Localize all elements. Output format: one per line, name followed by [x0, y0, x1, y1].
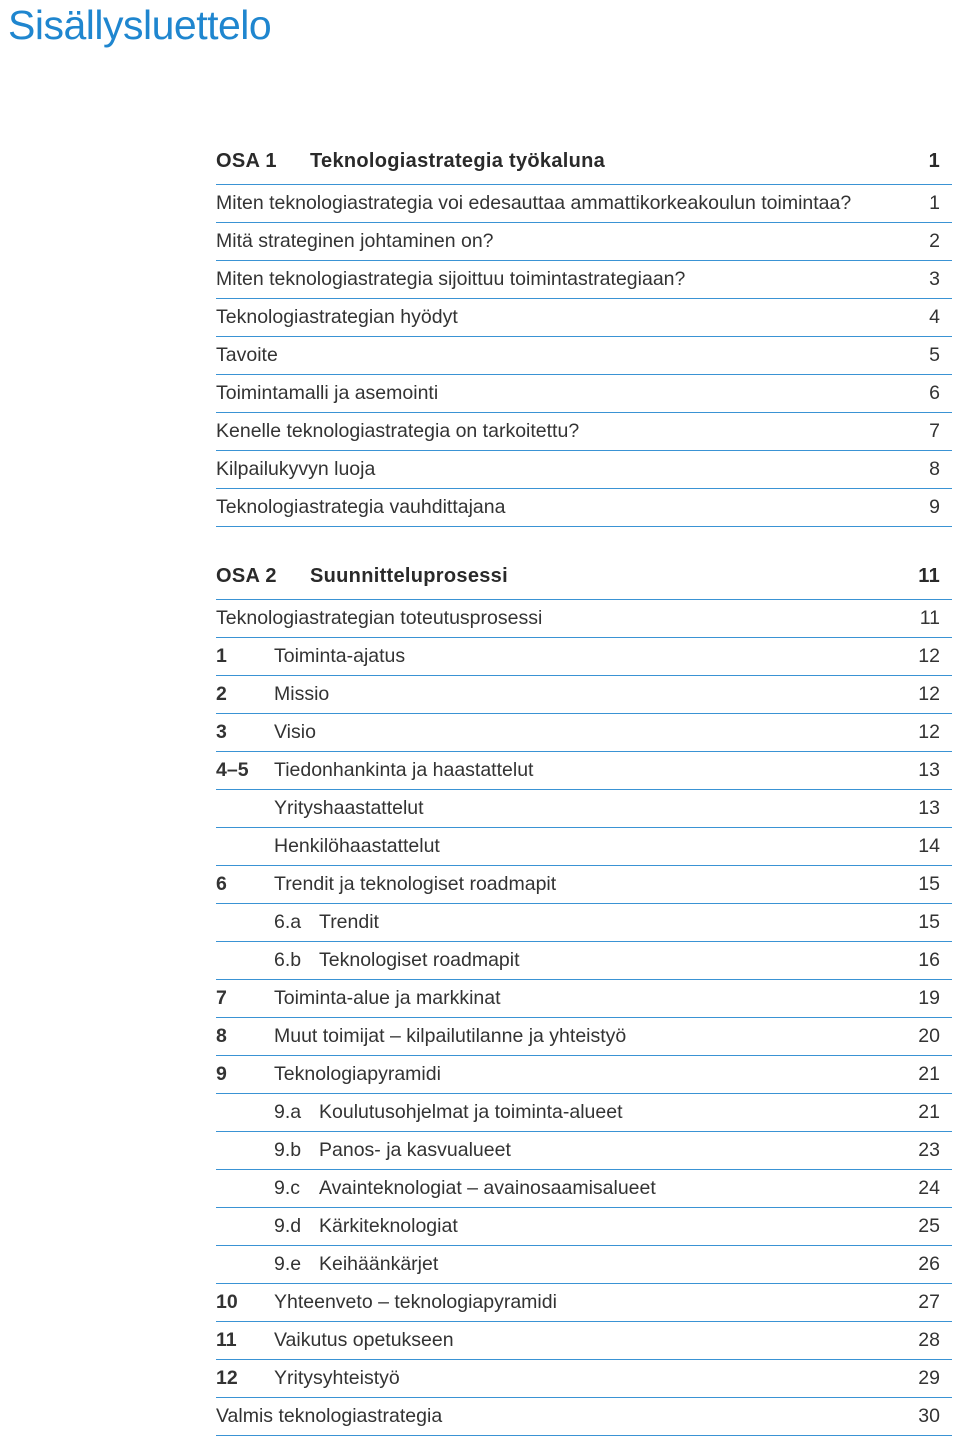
entry-number: 11	[216, 1329, 237, 1351]
entry-number: 6	[216, 873, 227, 895]
entry-page-number: 23	[918, 1139, 940, 1161]
entry-page-number: 5	[929, 344, 940, 366]
entry-subnumber: 9.d	[274, 1215, 302, 1237]
toc-entry[interactable]	[216, 1094, 952, 1132]
entry-page-number: 4	[929, 306, 940, 328]
toc-entry[interactable]	[216, 942, 952, 980]
entry-page-number: 25	[918, 1215, 940, 1237]
entry-subnumber: 9.e	[274, 1253, 302, 1275]
entry-subnumber: 9.b	[274, 1139, 302, 1161]
entry-page-number: 1	[929, 192, 940, 214]
entry-page-number: 12	[918, 721, 940, 743]
toc-entry[interactable]	[216, 1284, 952, 1322]
entry-title: Kilpailukyvyn luoja	[216, 458, 376, 480]
toc-entry[interactable]	[216, 451, 952, 489]
toc-entry[interactable]	[216, 413, 952, 451]
toc-section-heading	[216, 554, 952, 600]
entry-title: Teknologiset roadmapit	[319, 949, 520, 971]
entry-page-number: 9	[929, 496, 940, 518]
entry-title: Henkilöhaastattelut	[274, 835, 440, 857]
toc-entry[interactable]	[216, 337, 952, 375]
entry-page-number: 24	[918, 1177, 940, 1199]
entry-number: 3	[216, 721, 227, 743]
entry-page-number: 27	[918, 1291, 940, 1313]
toc-entry[interactable]	[216, 1056, 952, 1094]
toc-entry[interactable]	[216, 828, 952, 866]
entry-page-number: 29	[918, 1367, 940, 1389]
entry-title: Teknologiastrategia vauhdittajana	[216, 496, 506, 518]
page-title: Sisällysluettelo	[8, 2, 272, 48]
toc-part-2	[216, 554, 952, 1436]
entry-page-number: 12	[918, 645, 940, 667]
toc-entry[interactable]	[216, 223, 952, 261]
entry-subnumber: 9.a	[274, 1101, 302, 1123]
toc-part-1	[216, 139, 952, 527]
entry-title: Teknologiastrategian toteutusprosessi	[216, 607, 543, 629]
section-number: OSA 1	[216, 150, 277, 172]
entry-title: Vaikutus opetukseen	[274, 1329, 454, 1351]
toc-entry[interactable]	[216, 790, 952, 828]
entry-page-number: 13	[918, 759, 940, 781]
entry-page-number: 26	[918, 1253, 940, 1275]
toc-entry[interactable]	[216, 1360, 952, 1398]
toc-entry[interactable]	[216, 904, 952, 942]
toc-entry[interactable]	[216, 676, 952, 714]
toc-entry[interactable]	[216, 375, 952, 413]
entry-page-number: 28	[918, 1329, 940, 1351]
entry-page-number: 14	[918, 835, 940, 857]
entry-title: Kärkiteknologiat	[319, 1215, 458, 1237]
toc-entry[interactable]	[216, 980, 952, 1018]
entry-page-number: 15	[918, 873, 940, 895]
entry-title: Trendit ja teknologiset roadmapit	[274, 873, 557, 895]
entry-page-number: 7	[929, 420, 940, 442]
toc-entry[interactable]	[216, 1246, 952, 1284]
toc-entry[interactable]	[216, 1398, 952, 1436]
entry-title: Mitä strateginen johtaminen on?	[216, 230, 494, 252]
entry-title: Panos- ja kasvualueet	[319, 1139, 511, 1161]
toc-entry[interactable]	[216, 185, 952, 223]
section-number: OSA 2	[216, 565, 277, 587]
entry-title: Visio	[274, 721, 316, 743]
entry-subnumber: 6.b	[274, 949, 302, 971]
entry-title: Missio	[274, 683, 330, 705]
entry-page-number: 12	[918, 683, 940, 705]
entry-title: Toiminta-alue ja markkinat	[274, 987, 501, 1009]
entry-title: Toimintamalli ja asemointi	[216, 382, 439, 404]
entry-title: Kenelle teknologiastrategia on tarkoitettu?	[216, 420, 580, 442]
entry-title: Miten teknologiastrategia sijoittuu toimintastrategiaan?	[216, 268, 686, 290]
section-title: Suunnitteluprosessi	[310, 565, 508, 587]
entry-page-number: 8	[929, 458, 940, 480]
section-page-number: 11	[918, 565, 940, 587]
entry-number: 12	[216, 1367, 238, 1389]
toc-section-heading	[216, 139, 952, 185]
entry-page-number: 21	[918, 1101, 940, 1123]
section-page-number: 1	[928, 150, 940, 172]
entry-page-number: 19	[918, 987, 940, 1009]
entry-page-number: 13	[918, 797, 940, 819]
entry-title: Tavoite	[216, 344, 278, 366]
entry-number: 4–5	[216, 759, 249, 781]
entry-page-number: 20	[918, 1025, 940, 1047]
entry-number: 10	[216, 1291, 238, 1313]
entry-number: 1	[216, 645, 227, 667]
entry-number: 9	[216, 1063, 227, 1085]
entry-title: Avainteknologiat – avainosaamisalueet	[319, 1177, 656, 1199]
toc-entry[interactable]	[216, 866, 952, 904]
entry-page-number: 21	[918, 1063, 940, 1085]
entry-page-number: 16	[918, 949, 940, 971]
toc-entry[interactable]	[216, 489, 952, 527]
entry-number: 8	[216, 1025, 227, 1047]
entry-number: 7	[216, 987, 227, 1009]
entry-title: Teknologiapyramidi	[274, 1063, 441, 1085]
entry-page-number: 3	[929, 268, 940, 290]
entry-subnumber: 9.c	[274, 1177, 301, 1199]
toc-entry[interactable]	[216, 1322, 952, 1360]
entry-title: Yrityshaastattelut	[274, 797, 424, 819]
toc-entry[interactable]	[216, 600, 952, 638]
entry-title: Teknologiastrategian hyödyt	[216, 306, 458, 328]
toc-entry[interactable]	[216, 752, 952, 790]
entry-title: Trendit	[319, 911, 379, 933]
entry-page-number: 6	[929, 382, 940, 404]
entry-page-number: 2	[929, 230, 940, 252]
entry-subnumber: 6.a	[274, 911, 302, 933]
toc-entry[interactable]	[216, 714, 952, 752]
toc-entry[interactable]	[216, 261, 952, 299]
entry-number: 2	[216, 683, 227, 705]
entry-page-number: 30	[918, 1405, 940, 1427]
toc-entry[interactable]	[216, 1208, 952, 1246]
entry-title: Koulutusohjelmat ja toiminta-alueet	[319, 1101, 623, 1123]
toc-entry[interactable]	[216, 1170, 952, 1208]
entry-title: Toiminta-ajatus	[274, 645, 406, 667]
toc-entry[interactable]	[216, 299, 952, 337]
entry-title: Yritysyhteistyö	[274, 1367, 400, 1389]
entry-title: Keihäänkärjet	[319, 1253, 439, 1275]
entry-page-number: 11	[919, 607, 940, 629]
entry-title: Muut toimijat – kilpailutilanne ja yhteistyö	[274, 1025, 627, 1047]
entry-title: Miten teknologiastrategia voi edesauttaa ammattikorkeakoulun toimintaa?	[216, 192, 852, 214]
toc-entry[interactable]	[216, 1018, 952, 1056]
toc-entry[interactable]	[216, 638, 952, 676]
entry-title: Yhteenveto – teknologiapyramidi	[274, 1291, 557, 1313]
entry-title: Tiedonhankinta ja haastattelut	[274, 759, 534, 781]
entry-title: Valmis teknologiastrategia	[216, 1405, 443, 1427]
entry-page-number: 15	[918, 911, 940, 933]
toc-entry[interactable]	[216, 1132, 952, 1170]
section-title: Teknologiastrategia työkaluna	[310, 150, 606, 172]
